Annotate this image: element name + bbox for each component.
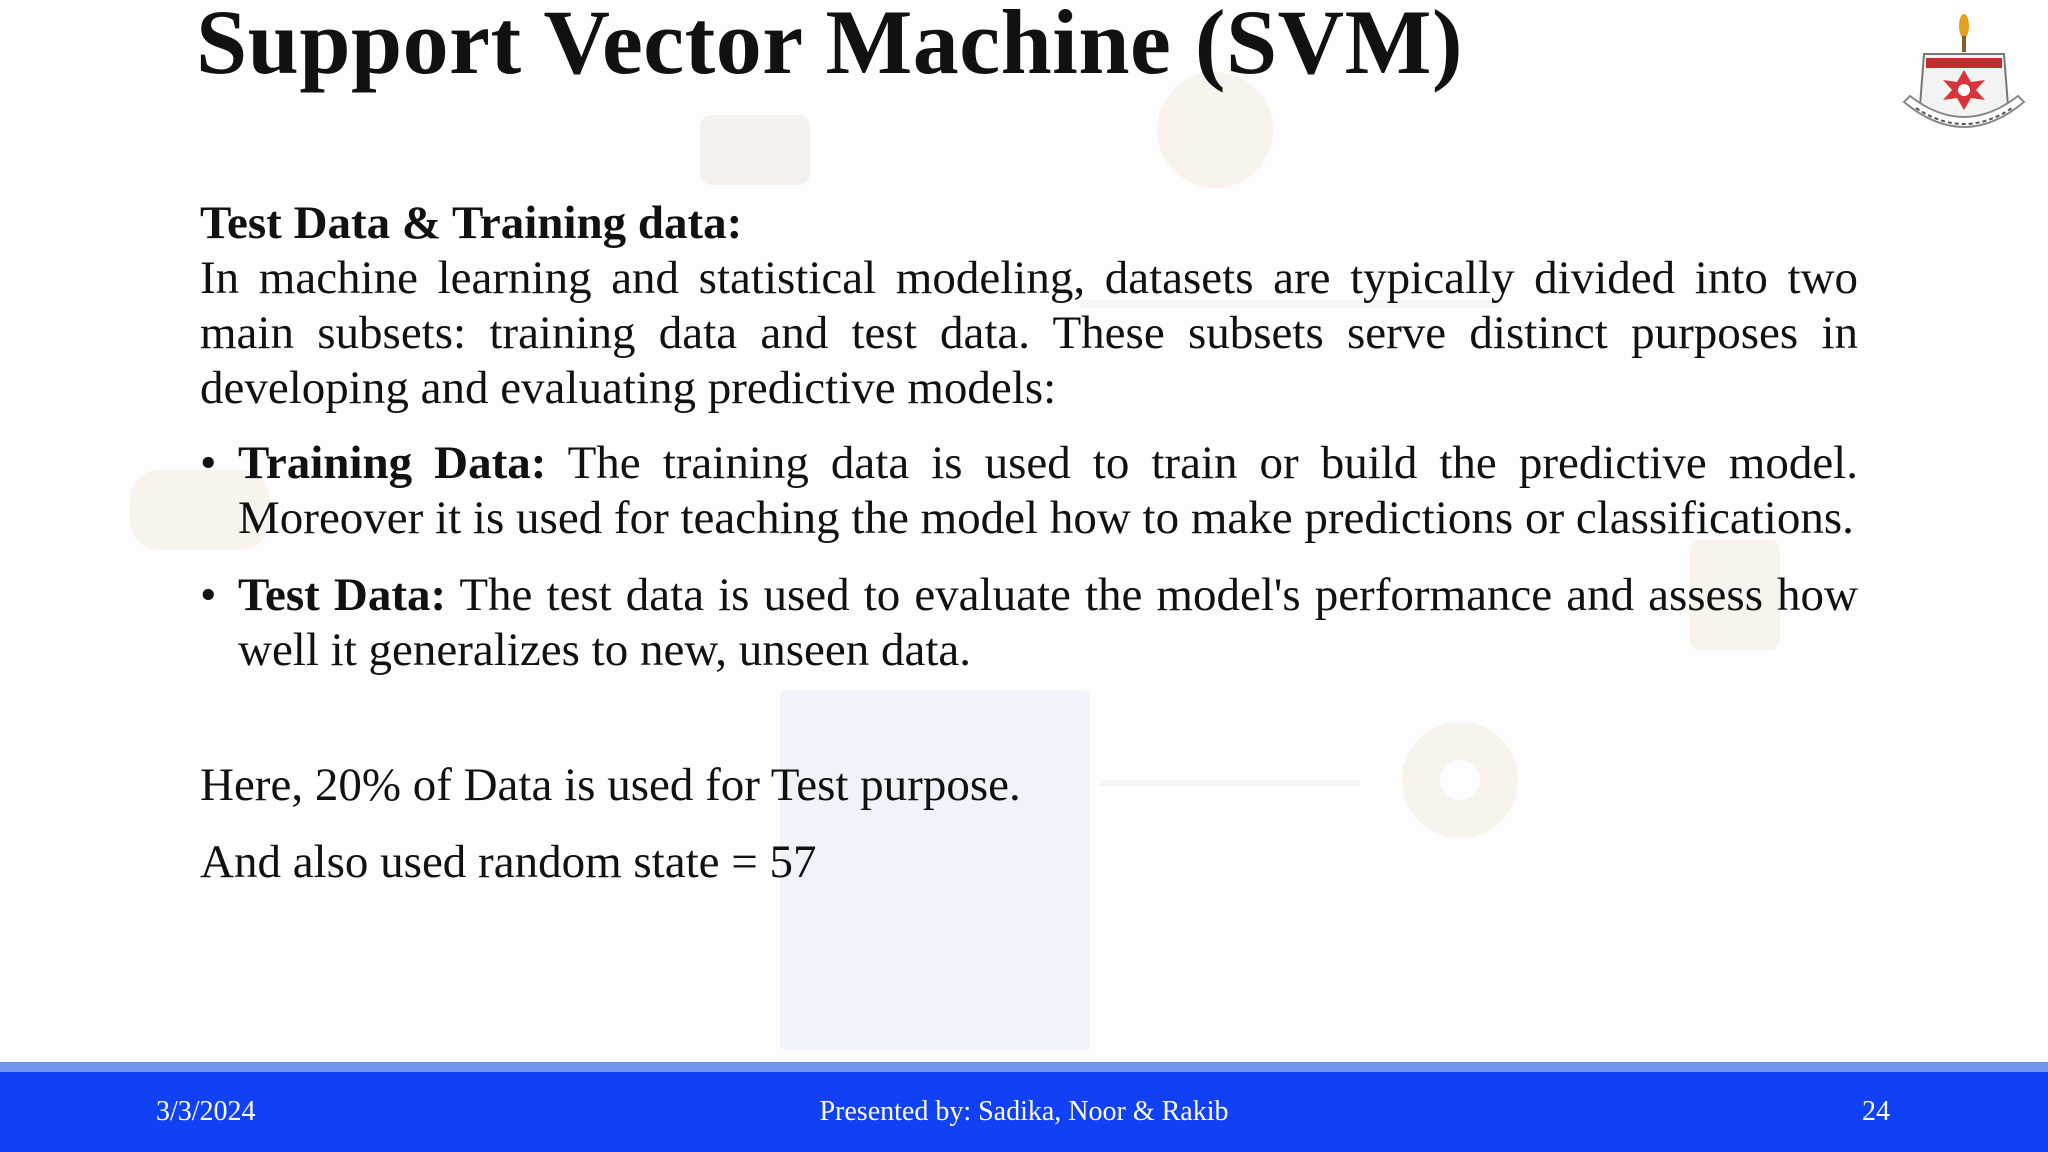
university-seal-icon [1896,10,2032,142]
bullet-text: The training data is used to train or build the predictive model. Moreover it is used for teaching the model how to make predictions or classifications. [238,437,1858,544]
footer-accent-line [0,1062,2048,1072]
section-heading: Test Data & Training data: [200,197,743,249]
slide-number: 24 [1862,1096,1890,1127]
bullet-test-data [200,568,1858,678]
bullet-list [200,436,1858,678]
footer-date: 3/3/2024 [156,1096,256,1127]
test-split-note: Here, 20% of Data is used for Test purpose. [200,759,1021,811]
footer-bar [0,1072,2048,1152]
bullet-text: The test data is used to evaluate the model's performance and assess how well it generalizes to new, unseen data. [238,569,1858,676]
random-state-note: And also used random state = 57 [200,836,817,888]
bullet-dot-icon: • [200,569,217,621]
bullet-dot-icon: • [200,437,217,489]
intro-paragraph: In machine learning and statistical modeling, datasets are typically divided into two main subsets: training data and test data. These subsets serve distinct purposes in developing and evaluating predictive models: [200,252,1858,414]
bullet-training-data [200,436,1858,546]
slide-body [200,196,1858,890]
footer-presenter: Presented by: Sadika, Noor & Rakib [819,1096,1229,1127]
bullet-term: Training Data: [238,437,547,489]
bullet-term: Test Data: [238,569,447,621]
slide-title: Support Vector Machine (SVM) [196,0,1464,93]
